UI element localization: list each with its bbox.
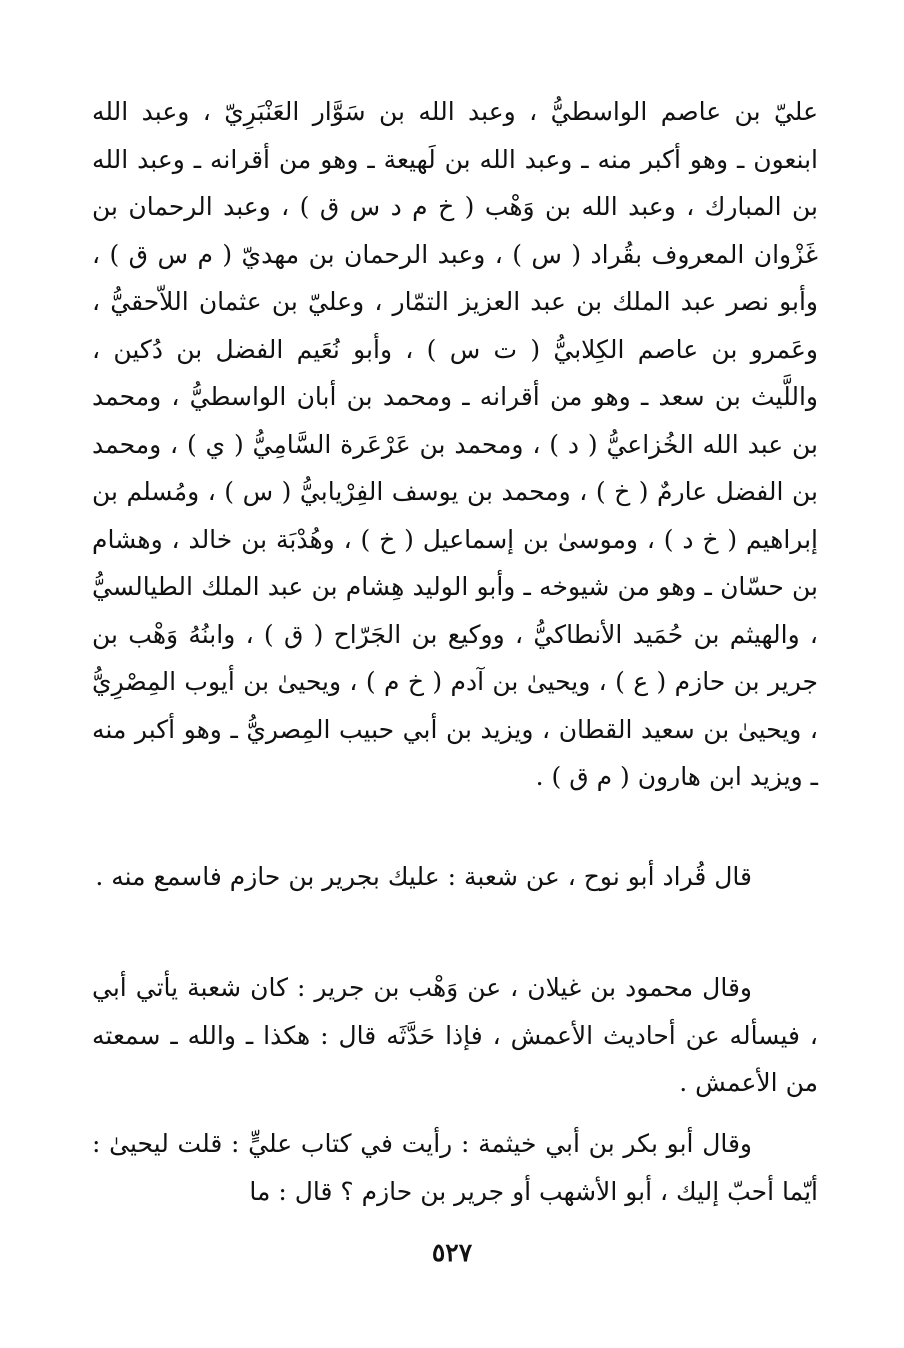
paragraph-narrators-list: عليّ بن عاصم الواسطيُّ ، وعبد الله بن سَوَّار العَنْبَرِيّ ، وعبد الله ابنعون ـ وهو أكبر منه ـ وعبد الله بن لَهيعة ـ وهو من أقرانه ـ وعبد الله بن المبارك ، وعبد الله بن وَهْب ( خ م د س ق ) ، وعبد الرحمان بن غَزْوان المعروف بقُراد ( س ) ، وعبد الرحمان بن مهديّ ( م س ق ) ، وأبو نصر عبد الملك بن عبد العزيز التمّار ، وعليّ بن عثمان اللاّحقيُّ ، وعَمرو بن عاصم الكِلابيُّ ( ت س ) ، وأبو نُعَيم الفضل بن دُكين ، واللَّيث بن سعد ـ وهو من أقرانه ـ ومحمد بن أبان الواسطيُّ ، ومحمد بن عبد الله الخُزاعيُّ ( د ) ، ومحمد بن عَرْعَرة السَّامِيُّ ( ي ) ، ومحمد بن الفضل عارمٌ ( خ ) ، ومحمد بن يوسف الفِرْيابيُّ ( س ) ، ومُسلم بن إبراهيم ( خ د ) ، وموسىٰ بن إسماعيل ( خ ) ، وهُدْبَة بن خالد ، وهشام بن حسّان ـ وهو من شيوخه ـ وأبو الوليد هِشام بن عبد الملك الطيالسيُّ ، والهيثم بن حُمَيد الأنطاكيُّ ، ووكيع بن الجَرّاح ( ق ) ، وابنُهُ وَهْب بن جرير بن حازم ( ع ) ، ويحيىٰ بن آدم ( خ م ) ، ويحيىٰ بن أيوب المِصْرِيُّ ، ويحيىٰ بن سعيد القطان ، ويزيد بن أبي حبيب المِصريُّ ـ وهو أكبر منه ـ ويزيد ابن هارون ( م ق ) .	[92, 97, 818, 791]
paragraph-mahmud-quote: وقال محمود بن غيلان ، عن وَهْب بن جرير : كان شعبة يأتي أبي ، فيسأله عن أحاديث الأعمش ، فإذا حَدَّثَه قال : هكذا ـ والله ـ سمعته من الأعمش .	[92, 973, 818, 1097]
paragraph-abu-bakr-quote: وقال أبو بكر بن أبي خيثمة : رأيت في كتاب عليٍّ : قلت ليحيىٰ : أيّما أحبّ إليك ، أبو الأشهب أو جرير بن حازم ؟ قال : ما	[92, 1129, 818, 1206]
paragraph-qurad-quote: قال قُراد أبو نوح ، عن شعبة : عليك بجرير بن حازم فاسمع منه .	[95, 862, 752, 891]
page-number: ٥٢٧	[431, 1238, 473, 1267]
